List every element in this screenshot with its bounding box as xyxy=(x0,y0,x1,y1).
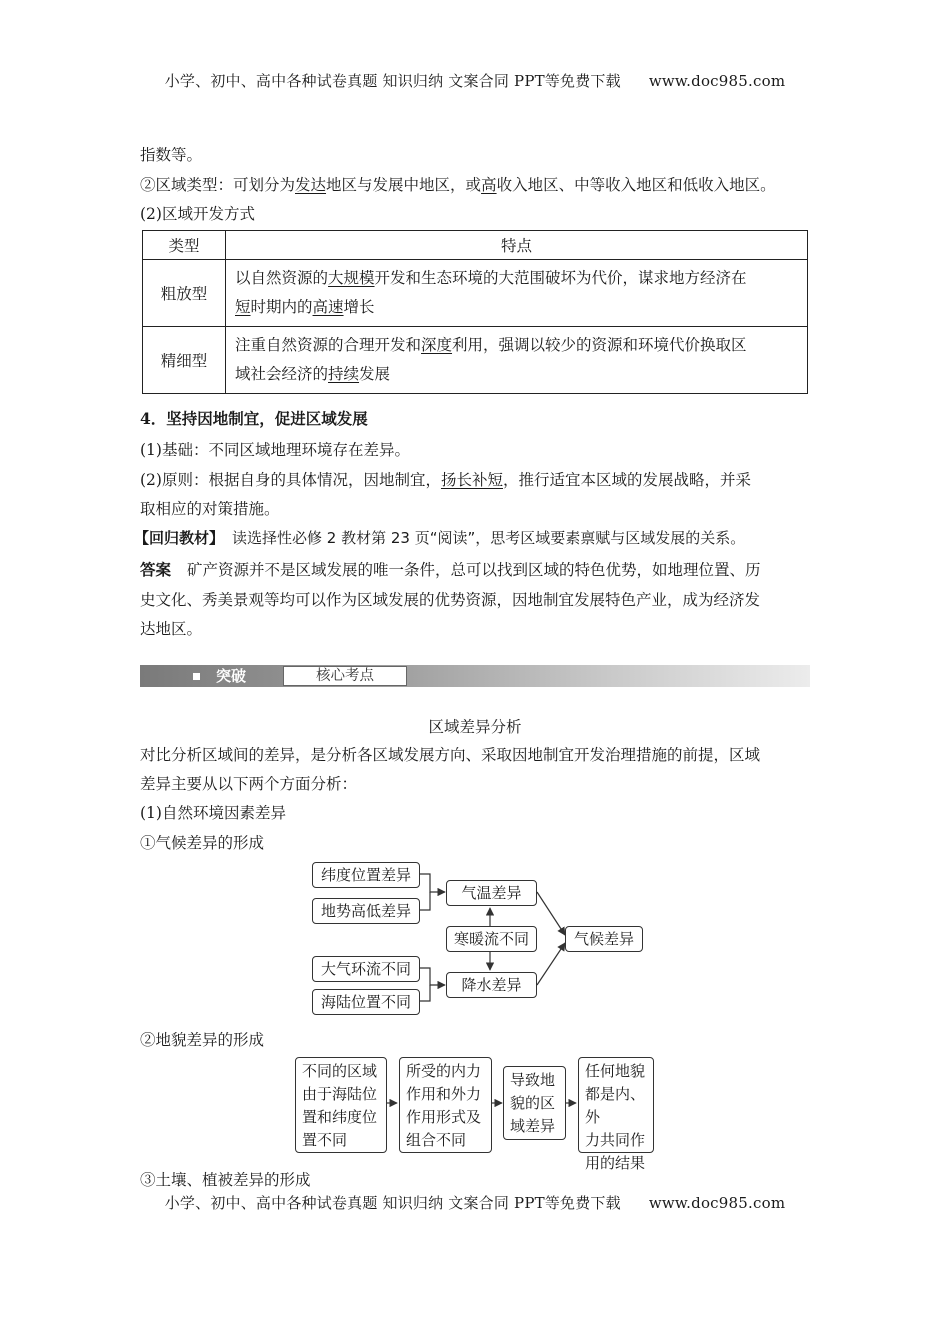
text-fragment: 注重自然资源的合理开发和 xyxy=(235,336,422,354)
underlined-answer: 高 xyxy=(481,176,497,194)
circulation-box: 大气环流不同 xyxy=(312,956,420,982)
underlined-answer: 深度 xyxy=(421,336,453,354)
precipitation-box: 降水差异 xyxy=(446,972,537,998)
landform-forces-box: 所受的内力 作用和外力 作用形式及 组合不同 xyxy=(399,1057,492,1153)
text-fragment: (2)原则：根据自身的具体情况，因地制宜， xyxy=(140,471,441,489)
banner-title: 突破 xyxy=(216,667,247,685)
ocean-current-box: 寒暖流不同 xyxy=(446,926,537,952)
underlined-answer: 大规模 xyxy=(328,269,375,287)
underlined-answer: 短 xyxy=(235,298,251,316)
page-footer xyxy=(0,1192,950,1213)
underlined-answer: 扬长补短 xyxy=(440,471,503,489)
text-fragment: 域社会经济的 xyxy=(235,365,329,383)
landform-result-box: 任何地貌 都是内、外 力共同作 用的结果 xyxy=(578,1057,654,1153)
review-text: 读选择性必修 2 教材第 23 页“阅读”，思考区域要素禀赋与区域发展的关系。 xyxy=(232,529,746,547)
review-label: 【回归教材】 xyxy=(134,529,225,547)
terrain-box: 地势高低差异 xyxy=(312,898,420,924)
analysis-para-2: 差异主要从以下两个方面分析： xyxy=(140,775,358,793)
text-fragment: 地区与发展中地区，或 xyxy=(326,176,482,194)
underlined-answer: 发达 xyxy=(295,176,327,194)
text-fragment: 时期内的 xyxy=(250,298,313,316)
footer-text: 小学、初中、高中各种试卷真题 知识归纳 文案合同 PPT等免费下载 xyxy=(164,1194,621,1212)
text-fragment: 利用，强调以较少的资源和环境代价换取区 xyxy=(452,336,747,354)
answer-text: 矿产资源并不是区域发展的唯一条件，总可以找到区域的特色优势，如地理位置、历 xyxy=(187,561,761,579)
text-fragment: ，推行适宜本区域的发展战略，并采 xyxy=(502,471,751,489)
latitude-box: 纬度位置差异 xyxy=(312,862,420,888)
text-fragment: 开发和生态环境的大范围破坏为代价，谋求地方经济在 xyxy=(374,269,747,287)
soil-vegetation-heading: ③土壤、植被差异的形成 xyxy=(140,1171,311,1189)
text-fragment: 收入地区、中等收入地区和低收入地区。 xyxy=(496,176,776,194)
analysis-para-1: 对比分析区域间的差异，是分析各区域发展方向、采取因地制宜开发治理措施的前提，区域 xyxy=(140,746,761,764)
row-type: 粗放型 xyxy=(143,260,226,327)
climate-heading: ①气候差异的形成 xyxy=(140,834,265,852)
temperature-box: 气温差异 xyxy=(446,880,537,906)
table-header-type: 类型 xyxy=(143,231,226,260)
answer-line-2: 史文化、秀美景观等均可以作为区域发展的优势资源，因地制宜发展特色产业，成为经济发 xyxy=(140,591,761,609)
natural-factors: (1)自然环境因素差异 xyxy=(140,804,286,822)
intro-line: 指数等。 xyxy=(140,146,203,164)
underlined-answer: 持续 xyxy=(328,365,360,383)
land-sea-box: 海陆位置不同 xyxy=(312,989,420,1015)
landform-cause-box: 不同的区域 由于海陆位 置和纬度位 置不同 xyxy=(295,1057,387,1153)
answer-label: 答案 xyxy=(140,561,172,579)
table-header-feature: 特点 xyxy=(226,231,808,260)
text-fragment: 发展 xyxy=(359,365,391,383)
section-4-principle-cont: 取相应的对策措施。 xyxy=(140,500,280,518)
text-fragment: 增长 xyxy=(343,298,375,316)
text-fragment: ②区域类型：可划分为 xyxy=(140,176,296,194)
row-type: 精细型 xyxy=(143,327,226,394)
landform-heading: ②地貌差异的形成 xyxy=(140,1031,265,1049)
section-4-title: 4．坚持因地制宜，促进区域发展 xyxy=(140,409,368,428)
text-fragment: 以自然资源的 xyxy=(235,269,329,287)
underlined-answer: 高速 xyxy=(312,298,344,316)
header-url[interactable]: www.doc985.com xyxy=(648,72,786,90)
header-text: 小学、初中、高中各种试卷真题 知识归纳 文案合同 PPT等免费下载 xyxy=(164,72,621,90)
analysis-title: 区域差异分析 xyxy=(428,718,522,736)
section-4-basis: (1)基础：不同区域地理环境存在差异。 xyxy=(140,441,410,459)
climate-box: 气候差异 xyxy=(565,926,643,952)
answer-line-3: 达地区。 xyxy=(140,620,203,638)
dev-mode-title: (2)区域开发方式 xyxy=(140,205,255,223)
footer-url[interactable]: www.doc985.com xyxy=(648,1194,786,1212)
landform-difference-box: 导致地 貌的区 域差异 xyxy=(503,1066,566,1140)
banner-subtitle: 核心考点 xyxy=(283,666,407,686)
